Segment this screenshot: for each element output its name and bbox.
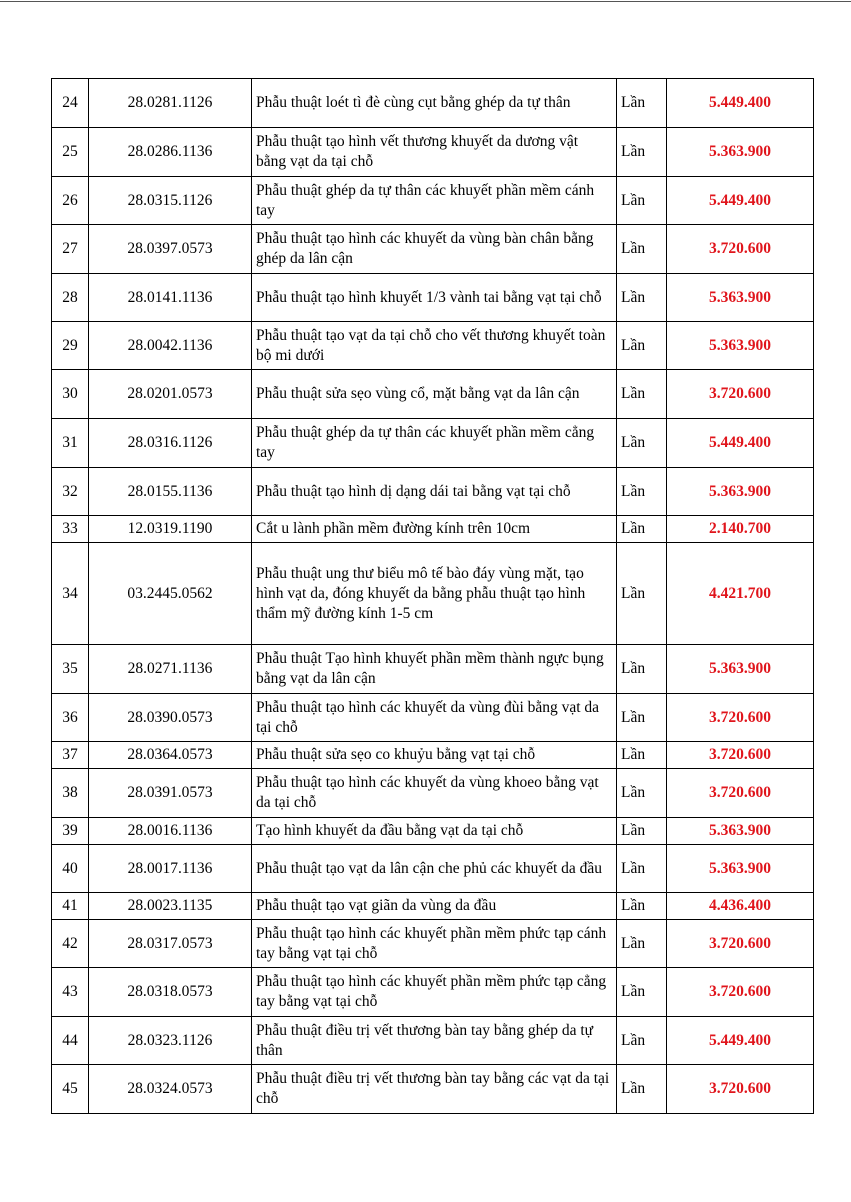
price-cell: 3.720.600	[667, 742, 814, 769]
service-code-cell: 28.0155.1136	[89, 468, 252, 516]
price-cell: 5.449.400	[667, 79, 814, 128]
table-body	[52, 79, 814, 1114]
service-code-cell: 03.2445.0562	[89, 543, 252, 645]
row-number-cell: 31	[52, 419, 89, 468]
price-cell: 2.140.700	[667, 516, 814, 543]
table-row	[52, 845, 814, 893]
service-name-cell: Phẫu thuật tạo hình dị dạng dái tai bằng vạt tại chỗ	[252, 468, 617, 516]
unit-cell: Lần	[617, 645, 667, 694]
row-number-cell: 25	[52, 128, 89, 177]
row-number-cell: 41	[52, 893, 89, 920]
service-code-cell: 28.0316.1126	[89, 419, 252, 468]
price-cell: 5.363.900	[667, 128, 814, 177]
row-number-cell: 40	[52, 845, 89, 893]
service-name-cell: Phẫu thuật Tạo hình khuyết phần mềm thành ngực bụng bằng vạt da lân cận	[252, 645, 617, 694]
table-row	[52, 968, 814, 1017]
table-row	[52, 742, 814, 769]
price-cell: 5.363.900	[667, 845, 814, 893]
service-code-cell: 28.0281.1126	[89, 79, 252, 128]
price-cell: 3.720.600	[667, 968, 814, 1017]
top-rule	[0, 1, 851, 2]
table-row	[52, 419, 814, 468]
unit-cell: Lần	[617, 516, 667, 543]
unit-cell: Lần	[617, 893, 667, 920]
table-row	[52, 543, 814, 645]
unit-cell: Lần	[617, 468, 667, 516]
service-name-cell: Phẫu thuật tạo hình các khuyết da vùng đùi bằng vạt da tại chỗ	[252, 694, 617, 742]
price-cell: 5.449.400	[667, 1017, 814, 1065]
table-row	[52, 1065, 814, 1114]
price-cell: 4.421.700	[667, 543, 814, 645]
service-name-cell: Phẫu thuật sửa sẹo co khuỷu bằng vạt tại chỗ	[252, 742, 617, 769]
table-row	[52, 694, 814, 742]
service-name-cell: Phẫu thuật sửa sẹo vùng cổ, mặt bằng vạt da lân cận	[252, 370, 617, 419]
service-name-cell: Phẫu thuật loét tì đè cùng cụt bằng ghép da tự thân	[252, 79, 617, 128]
unit-cell: Lần	[617, 920, 667, 968]
service-name-cell: Phẫu thuật tạo vạt da lân cận che phủ các khuyết da đầu	[252, 845, 617, 893]
unit-cell: Lần	[617, 1065, 667, 1114]
unit-cell: Lần	[617, 543, 667, 645]
service-name-cell: Phẫu thuật tạo vạt giãn da vùng da đầu	[252, 893, 617, 920]
table-row	[52, 818, 814, 845]
price-cell: 3.720.600	[667, 225, 814, 274]
service-name-cell: Phẫu thuật điều trị vết thương bàn tay bằng ghép da tự thân	[252, 1017, 617, 1065]
table-row	[52, 128, 814, 177]
table-row	[52, 893, 814, 920]
price-cell: 5.363.900	[667, 645, 814, 694]
row-number-cell: 28	[52, 274, 89, 322]
price-cell: 5.363.900	[667, 322, 814, 370]
service-name-cell: Phẫu thuật tạo hình khuyết 1/3 vành tai bằng vạt tại chỗ	[252, 274, 617, 322]
table-row	[52, 274, 814, 322]
row-number-cell: 38	[52, 769, 89, 818]
row-number-cell: 27	[52, 225, 89, 274]
service-code-cell: 28.0286.1136	[89, 128, 252, 177]
unit-cell: Lần	[617, 818, 667, 845]
table-row	[52, 516, 814, 543]
service-code-cell: 28.0023.1135	[89, 893, 252, 920]
row-number-cell: 44	[52, 1017, 89, 1065]
service-name-cell: Phẫu thuật tạo hình vết thương khuyết da dương vật bằng vạt da tại chỗ	[252, 128, 617, 177]
price-cell: 3.720.600	[667, 370, 814, 419]
price-cell: 3.720.600	[667, 769, 814, 818]
price-cell: 5.363.900	[667, 468, 814, 516]
service-name-cell: Phẫu thuật tạo hình các khuyết da vùng khoeo bằng vạt da tại chỗ	[252, 769, 617, 818]
unit-cell: Lần	[617, 79, 667, 128]
price-cell: 5.449.400	[667, 419, 814, 468]
service-name-cell: Phẫu thuật tạo hình các khuyết phần mềm phức tạp cẳng tay bằng vạt tại chỗ	[252, 968, 617, 1017]
service-name-cell: Phẫu thuật ghép da tự thân các khuyết phần mềm cẳng tay	[252, 419, 617, 468]
service-name-cell: Cắt u lành phần mềm đường kính trên 10cm	[252, 516, 617, 543]
service-name-cell: Tạo hình khuyết da đầu bằng vạt da tại chỗ	[252, 818, 617, 845]
service-code-cell: 28.0016.1136	[89, 818, 252, 845]
service-code-cell: 28.0271.1136	[89, 645, 252, 694]
table-row	[52, 645, 814, 694]
table-row	[52, 225, 814, 274]
row-number-cell: 30	[52, 370, 89, 419]
unit-cell: Lần	[617, 322, 667, 370]
service-name-cell: Phẫu thuật tạo hình các khuyết da vùng bàn chân bằng ghép da lân cận	[252, 225, 617, 274]
service-name-cell: Phẫu thuật ghép da tự thân các khuyết phần mềm cánh tay	[252, 177, 617, 225]
service-code-cell: 28.0390.0573	[89, 694, 252, 742]
table-row	[52, 1017, 814, 1065]
service-code-cell: 28.0017.1136	[89, 845, 252, 893]
row-number-cell: 33	[52, 516, 89, 543]
service-code-cell: 28.0364.0573	[89, 742, 252, 769]
price-cell: 5.363.900	[667, 818, 814, 845]
unit-cell: Lần	[617, 370, 667, 419]
price-cell: 4.436.400	[667, 893, 814, 920]
unit-cell: Lần	[617, 845, 667, 893]
service-code-cell: 12.0319.1190	[89, 516, 252, 543]
unit-cell: Lần	[617, 769, 667, 818]
unit-cell: Lần	[617, 742, 667, 769]
unit-cell: Lần	[617, 1017, 667, 1065]
unit-cell: Lần	[617, 225, 667, 274]
table-row	[52, 322, 814, 370]
row-number-cell: 35	[52, 645, 89, 694]
table-row	[52, 79, 814, 128]
service-code-cell: 28.0324.0573	[89, 1065, 252, 1114]
row-number-cell: 32	[52, 468, 89, 516]
row-number-cell: 26	[52, 177, 89, 225]
price-cell: 3.720.600	[667, 1065, 814, 1114]
price-cell: 3.720.600	[667, 920, 814, 968]
service-code-cell: 28.0391.0573	[89, 769, 252, 818]
row-number-cell: 29	[52, 322, 89, 370]
row-number-cell: 42	[52, 920, 89, 968]
table-row	[52, 177, 814, 225]
row-number-cell: 34	[52, 543, 89, 645]
service-name-cell: Phẫu thuật điều trị vết thương bàn tay bằng các vạt da tại chỗ	[252, 1065, 617, 1114]
price-cell: 3.720.600	[667, 694, 814, 742]
service-code-cell: 28.0042.1136	[89, 322, 252, 370]
row-number-cell: 36	[52, 694, 89, 742]
table-row	[52, 920, 814, 968]
table-row	[52, 468, 814, 516]
unit-cell: Lần	[617, 968, 667, 1017]
service-code-cell: 28.0141.1136	[89, 274, 252, 322]
service-name-cell: Phẫu thuật ung thư biểu mô tế bào đáy vùng mặt, tạo hình vạt da, đóng khuyết da bằng phẫu thuật tạo hình thẩm mỹ đường kính 1-5 cm	[252, 543, 617, 645]
unit-cell: Lần	[617, 128, 667, 177]
row-number-cell: 43	[52, 968, 89, 1017]
service-name-cell: Phẫu thuật tạo hình các khuyết phần mềm phức tạp cánh tay bằng vạt tại chỗ	[252, 920, 617, 968]
row-number-cell: 37	[52, 742, 89, 769]
unit-cell: Lần	[617, 177, 667, 225]
unit-cell: Lần	[617, 419, 667, 468]
table-row	[52, 769, 814, 818]
service-name-cell: Phẫu thuật tạo vạt da tại chỗ cho vết thương khuyết toàn bộ mi dưới	[252, 322, 617, 370]
service-code-cell: 28.0323.1126	[89, 1017, 252, 1065]
service-code-cell: 28.0315.1126	[89, 177, 252, 225]
price-cell: 5.363.900	[667, 274, 814, 322]
service-code-cell: 28.0317.0573	[89, 920, 252, 968]
table-row	[52, 370, 814, 419]
unit-cell: Lần	[617, 274, 667, 322]
price-cell: 5.449.400	[667, 177, 814, 225]
row-number-cell: 45	[52, 1065, 89, 1114]
row-number-cell: 39	[52, 818, 89, 845]
unit-cell: Lần	[617, 694, 667, 742]
price-table	[51, 78, 814, 1114]
service-code-cell: 28.0318.0573	[89, 968, 252, 1017]
row-number-cell: 24	[52, 79, 89, 128]
service-code-cell: 28.0397.0573	[89, 225, 252, 274]
service-code-cell: 28.0201.0573	[89, 370, 252, 419]
